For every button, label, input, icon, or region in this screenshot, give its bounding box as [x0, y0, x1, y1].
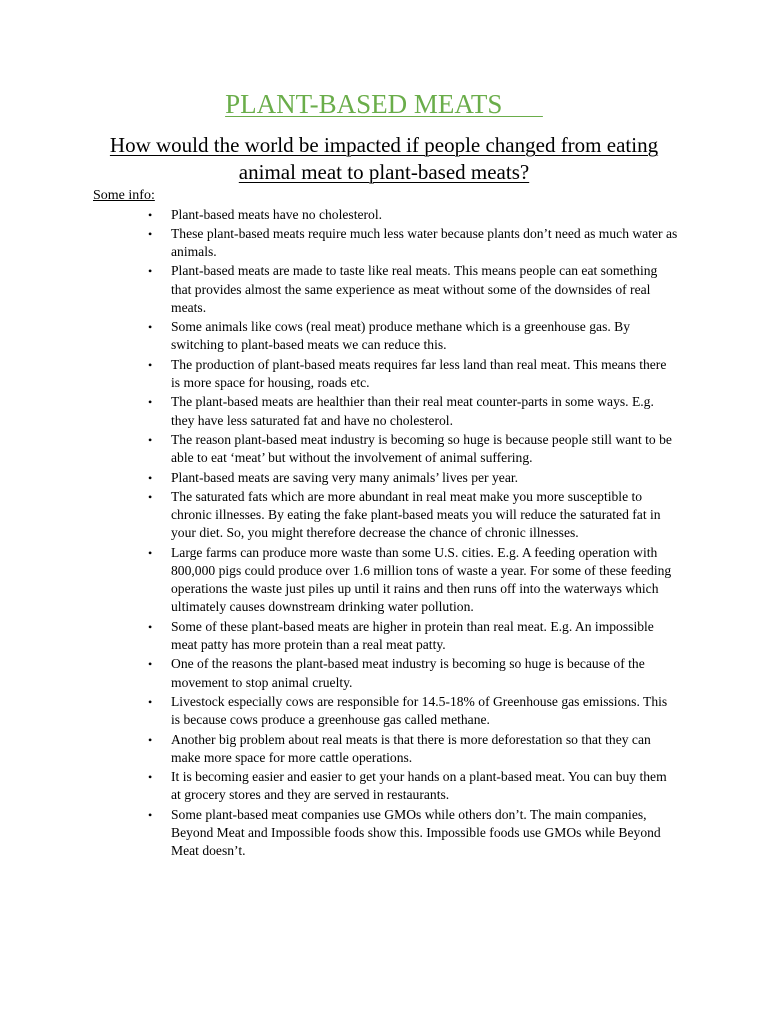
list-item: [148, 488, 678, 543]
bullet-icon: •: [148, 226, 153, 241]
list-item-text: It is becoming easier and easier to get your hands on a plant-based meat. You can buy them at grocery stores and they are served in restaurants.: [171, 769, 667, 803]
list-item-text: The plant-based meats are healthier than their real meat counter-parts in some ways. E.g. they have less saturated fat and have no cholesterol.: [171, 394, 654, 428]
list-item-text: The saturated fats which are more abundant in real meat make you more susceptible to chronic illnesses. By eating the fake plant-based meats you will reduce the saturated fat in your diet. So, you might therefore decrease the chance of chronic illnesses.: [171, 489, 661, 541]
bullet-icon: •: [148, 545, 153, 560]
section-label: Some info:: [93, 188, 155, 203]
list-item-text: One of the reasons the plant-based meat industry is becoming so huge is because of the movement to stop animal cruelty.: [171, 656, 645, 690]
bullet-icon: •: [148, 357, 153, 372]
list-item: [148, 618, 678, 654]
document-title: PLANT-BASED MEATS: [225, 89, 543, 119]
bullet-icon: •: [148, 470, 153, 485]
list-item: [148, 356, 678, 392]
bullet-icon: •: [148, 695, 153, 710]
list-item-text: Large farms can produce more waste than some U.S. cities. E.g. A feeding operation with 800,000 pigs could produce over 1.6 million tons of waste a year. For some of these feeding operations the waste just piles up until it rains and then runs off into the waterways which ultimately causes downstream drinking water pollution.: [171, 544, 672, 615]
list-item: [148, 806, 678, 861]
list-item: [148, 318, 678, 354]
bullet-icon: •: [148, 264, 153, 279]
research-question: How would the world be impacted if people changed from eating animal meat to plant-based meats?: [109, 133, 659, 184]
list-item: [148, 206, 678, 224]
list-item: [148, 431, 678, 467]
bullet-icon: •: [148, 490, 153, 505]
list-item-text: Plant-based meats are saving very many animals’ lives per year.: [171, 469, 519, 485]
bullet-icon: •: [148, 732, 153, 747]
bullet-icon: •: [148, 320, 153, 335]
list-item: [148, 544, 678, 617]
bullet-icon: •: [148, 433, 153, 448]
list-item-text: Some of these plant-based meats are higher in protein than real meat. E.g. An impossible meat patty has more protein than a real meat patty.: [171, 618, 654, 653]
list-item-text: Livestock especially cows are responsible for 14.5-18% of Greenhouse gas emissions. This is because cows produce a greenhouse gas called methane.: [171, 694, 668, 728]
list-item: [148, 393, 678, 429]
list-item-text: Plant-based meats have no cholesterol.: [171, 206, 383, 222]
list-item-text: Some plant-based meat companies use GMOs while others don’t. The main companies, Beyond Meat and Impossible foods show this. Impossible foods use GMOs while Beyond Meat doesn’t.: [171, 806, 661, 859]
list-item-text: The production of plant-based meats requires far less land than real meat. This means there is more space for housing, roads etc.: [171, 356, 667, 391]
list-item: [148, 655, 678, 691]
facts-list: [148, 206, 678, 862]
list-item-text: Another big problem about real meats is that there is more deforestation so that they can make more space for more cattle operations.: [171, 731, 651, 765]
list-item: [148, 469, 678, 487]
bullet-icon: •: [148, 395, 153, 410]
bullet-icon: •: [148, 807, 153, 822]
list-item: [148, 731, 678, 767]
bullet-icon: •: [148, 619, 153, 634]
list-item-text: The reason plant-based meat industry is becoming so huge is because people still want to be able to eat ‘meat’ but without the involvement of animal suffering.: [171, 432, 672, 466]
list-item: [148, 225, 678, 261]
bullet-icon: •: [148, 207, 153, 222]
list-item-text: These plant-based meats require much less water because plants don’t need as much water as animals.: [171, 225, 678, 260]
bullet-icon: •: [148, 770, 153, 785]
list-item: [148, 768, 678, 804]
bullet-icon: •: [148, 657, 153, 672]
list-item: [148, 693, 678, 729]
list-item: [148, 262, 678, 317]
list-item-text: Some animals like cows (real meat) produce methane which is a greenhouse gas. By switching to plant-based meats we can reduce this.: [171, 319, 631, 353]
list-item-text: Plant-based meats are made to taste like real meats. This means people can eat something that provides almost the same experience as meat without some of the downsides of real meats.: [171, 263, 658, 315]
